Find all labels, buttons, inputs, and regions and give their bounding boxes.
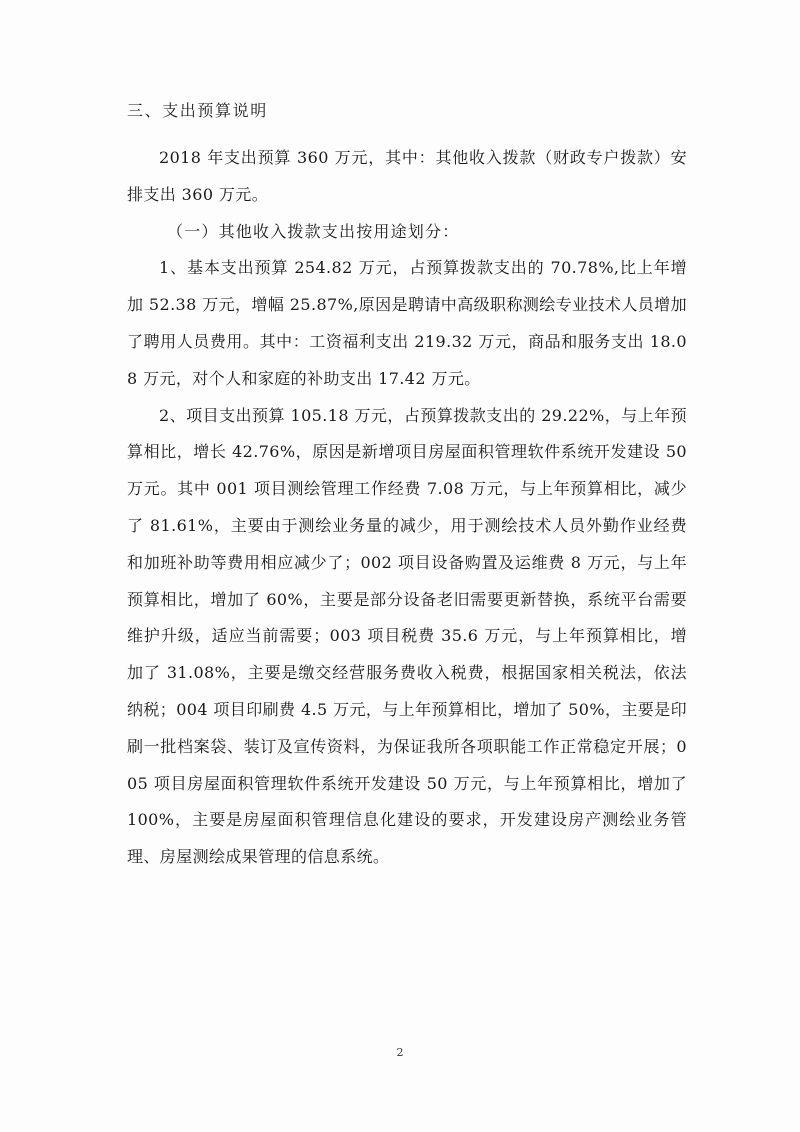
paragraph-project-expenditure: 2、项目支出预算 105.18 万元，占预算拨款支出的 29.22%，与上年预算相比，增长 42.76%，原因是新增项目房屋面积管理软件系统开发建设 50 万元。其中 001 项目测绘管理工作经费 7.08 万元，与上年预算相比，减少了 81.61%，主要由于测绘业务量的减少，用于测绘技术人员外勤作业经费和加班补助等费用相应减少了；002 项目设备购置及运维费 8 万元，与上年预算相比，增加了 60%，主要是部分设备老旧需要更新替换，系统平台需要维护升级，适应当前需要；003 项目税费 35.6 万元，与上年预算相比，增加了 31.08%，主要是缴交经营服务费收入税费，根据国家相关税法，依法纳税；004 项目印刷费 4.5 万元，与上年预算相比，增加了 50%，主要是印刷一批档案袋、装订及宣传资料，为保证我所各项职能工作正常稳定开展；005 项目房屋面积管理软件系统开发建设 50 万元，与上年预算相比，增加了 100%，主要是房屋面积管理信息化建设的要求，开发建设房产测绘业务管理、房屋测绘成果管理的信息系统。 xyxy=(127,405,687,867)
page-number: 2 xyxy=(396,1046,404,1059)
paragraph-budget-total: 2018 年支出预算 360 万元，其中：其他收入拨款（财政专户拨款）安排支出 360 万元。 xyxy=(127,148,687,204)
document-body xyxy=(127,96,687,876)
paragraph-basic-expenditure: 1、基本支出预算 254.82 万元，占预算拨款支出的 70.78%,比上年增加 52.38 万元，增幅 25.87%,原因是聘请中高级职称测绘专业技术人员增加了聘用人员费用。其中：工资福利支出 219.32 万元，商品和服务支出 18.08 万元，对个人和家庭的补助支出 17.42 万元。 xyxy=(127,258,687,388)
paragraph-subheading: （一）其他收入拨款支出按用途划分： xyxy=(167,221,460,241)
section-heading: 三、支出预算说明 xyxy=(127,101,268,120)
